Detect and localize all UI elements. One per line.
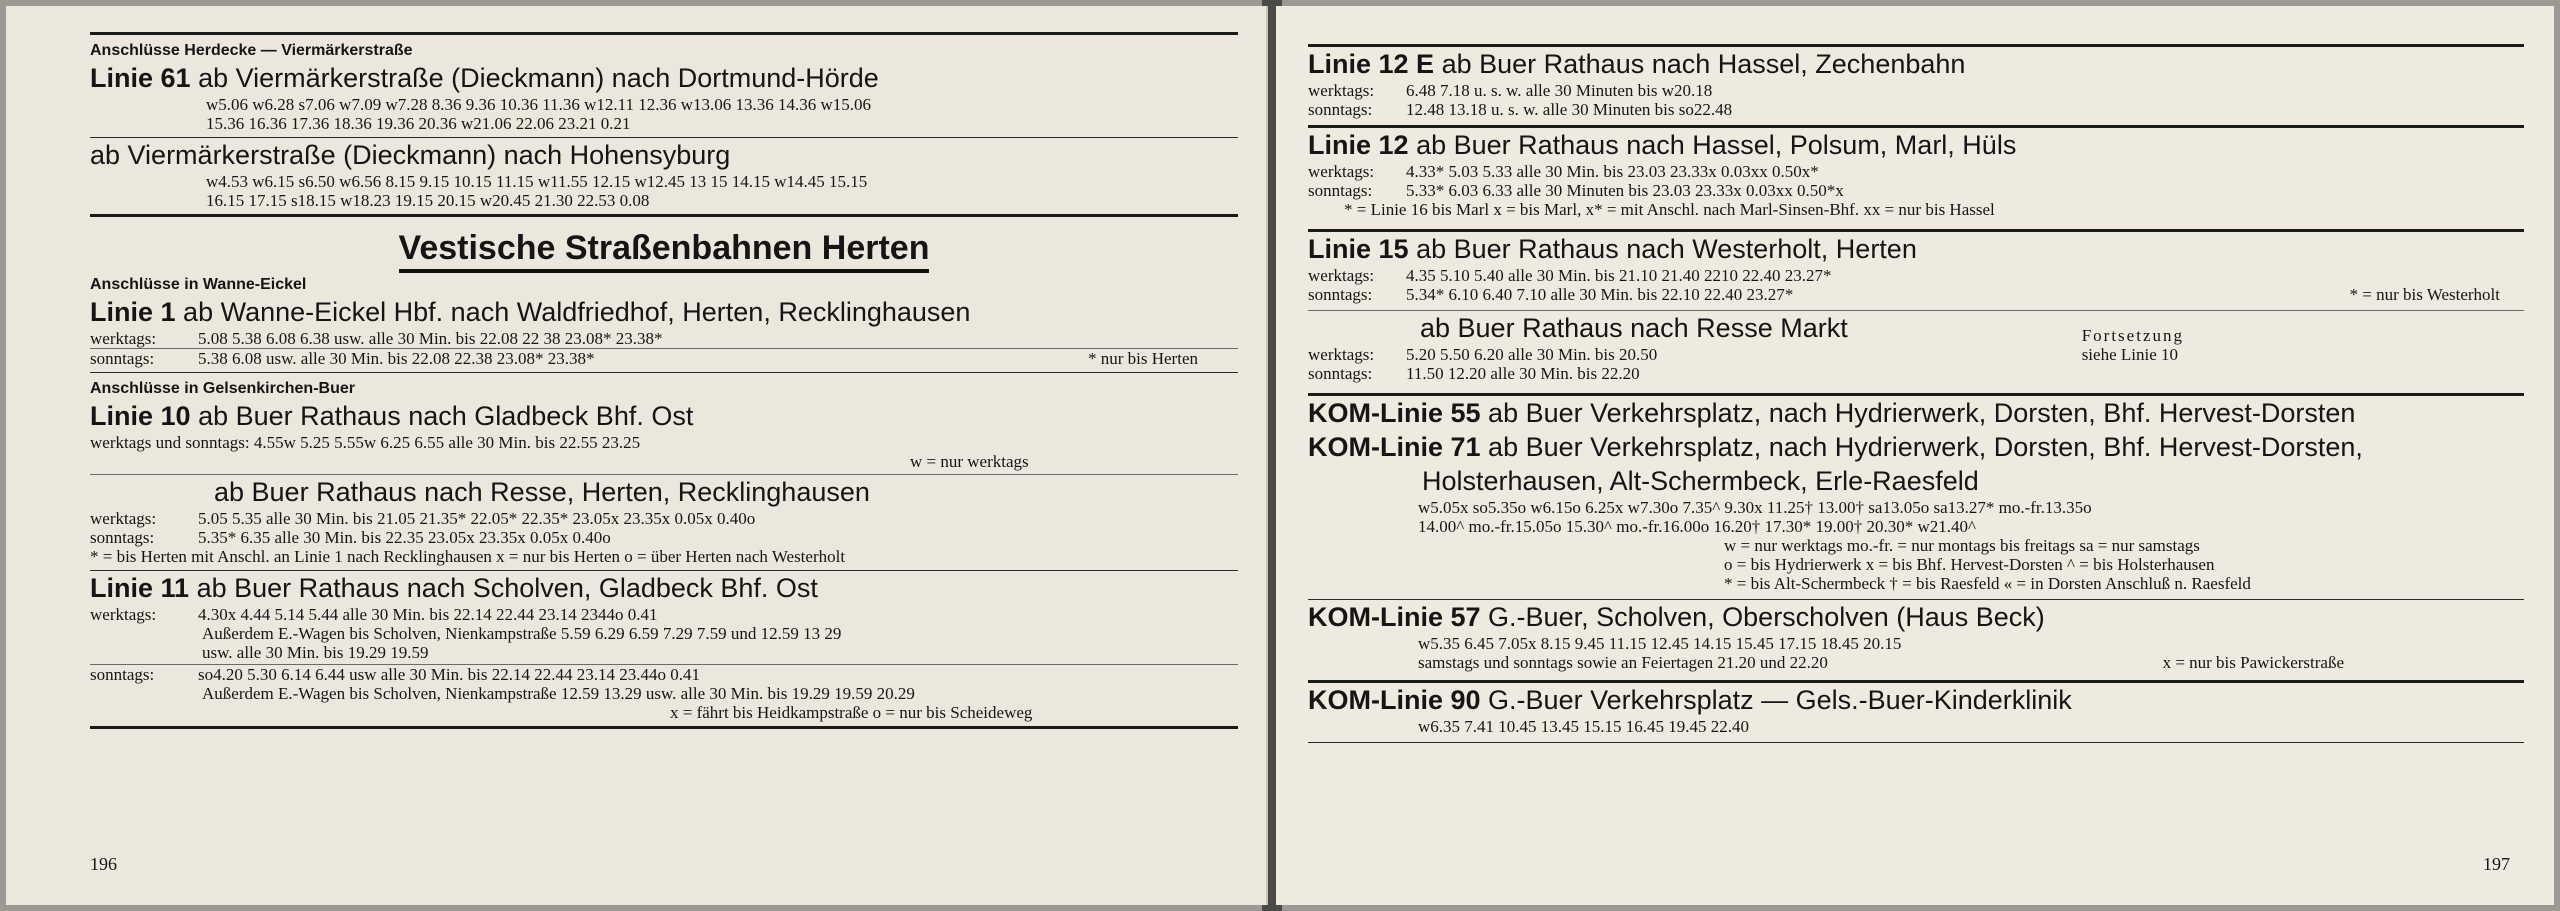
left-page — [6, 6, 1268, 905]
timetable-row: werktags: 5.08 5.38 6.08 6.38 usw. alle 30 Min. bis 22.08 22 38 23.08* 23.38* — [90, 329, 663, 348]
route-linie-10-resse: ab Buer Rathaus nach Resse, Herten, Recklinghausen — [214, 477, 870, 507]
route-linie-12e — [1308, 47, 2524, 81]
line-number: Linie 12 — [1308, 130, 1409, 160]
legend-line: w = nur werktags mo.-fr. = nur montags bis freitags sa = nur samstags — [1724, 536, 2200, 555]
timetable-row: werktags: 4.33* 5.03 5.33 alle 30 Min. bis 23.03 23.33x 0.03xx 0.50x* — [1308, 162, 1819, 181]
divider — [90, 372, 1238, 373]
section-header-herdecke: Anschlüsse Herdecke — Viermärkerstraße — [90, 42, 413, 59]
route-linie-15 — [1308, 232, 2524, 266]
line-number: Linie 11 — [90, 573, 190, 603]
legend-line: * = bis Alt-Schermbeck † = bis Raesfeld « = in Dorsten Anschluß n. Raesfeld — [1724, 574, 2251, 593]
timetable-row: Außerdem E.-Wagen bis Scholven, Nienkampstraße 5.59 6.29 6.59 7.29 7.59 und 12.59 13 29 — [202, 624, 842, 643]
timetable-row: werktags: 4.35 5.10 5.40 alle 30 Min. bis 21.10 21.40 2210 22.40 23.27* — [1308, 266, 1832, 285]
timetable-row: werktags: 5.20 5.50 6.20 alle 30 Min. bis 20.50 siehe Linie 10 — [1308, 345, 2524, 364]
timetable-row: w5.06 w6.28 s7.06 w7.09 w7.28 8.36 9.36 10.36 11.36 w12.11 12.36 w13.06 13.36 14.36 w15.06 — [206, 95, 872, 114]
right-page — [1276, 6, 2554, 905]
page-number: 197 — [2483, 854, 2510, 874]
timetable-row: 15.36 16.36 17.36 18.36 19.36 20.36 w21.06 22.06 23.21 0.21 — [206, 114, 631, 133]
divider — [90, 726, 1238, 729]
route-text: ab Buer Verkehrsplatz, nach Hydrierwerk, Dorsten, Bhf. Hervest-Dorsten, — [1488, 432, 2363, 462]
route-text: ab Wanne-Eickel Hbf. nach Waldfriedhof, Herten, Recklinghausen — [183, 297, 971, 327]
route-text: ab Buer Rathaus nach Westerholt, Herten — [1416, 234, 1917, 264]
line-number: KOM-Linie 57 — [1308, 602, 1481, 632]
timetable-row: werktags und sonntags: 4.55w 5.25 5.55w 6.25 6.55 alle 30 Min. bis 22.55 23.25 — [90, 433, 641, 452]
route-text: ab Buer Verkehrsplatz, nach Hydrierwerk, Dorsten, Bhf. Hervest-Dorsten — [1488, 398, 2356, 428]
footnote: * = Linie 16 bis Marl x = bis Marl, x* = mit Anschl. nach Marl-Sinsen-Bhf. xx = nur bis Hassel — [1344, 200, 1995, 219]
timetable-row: 14.00^ mo.-fr.15.05o 15.30^ mo.-fr.16.00o 16.20† 17.30* 19.00† 20.30* w21.40^ — [1418, 517, 1976, 536]
route-linie-15-resse: ab Buer Rathaus nach Resse Markt Fortsetzung — [1308, 311, 2524, 345]
timetable-row: werktags: 6.48 7.18 u. s. w. alle 30 Minuten bis w20.18 — [1308, 81, 1713, 100]
timetable-row: w4.53 w6.15 s6.50 w6.56 8.15 9.15 10.15 11.15 w11.55 12.15 w12.45 13 15 14.15 w14.45 15.15 — [206, 172, 868, 191]
route-kom-71 — [1308, 430, 2524, 464]
timetable-row: 16.15 17.15 s18.15 w18.23 19.15 20.15 w20.45 21.30 22.53 0.08 — [206, 191, 650, 210]
timetable-row: werktags: 5.05 5.35 alle 30 Min. bis 21.05 21.35* 22.05* 22.35* 23.05x 23.35x 0.05x 0.40o — [90, 509, 756, 528]
route-linie-1 — [90, 295, 1238, 329]
route-linie-61-hohensyburg: ab Viermärkerstraße (Dieckmann) nach Hohensyburg — [90, 140, 731, 170]
timetable-row: w6.35 7.41 10.45 13.45 15.15 16.45 19.45 22.40 — [1418, 717, 1750, 736]
timetable-row: sonntags: 5.34* 6.10 6.40 7.10 alle 30 Min. bis 22.10 22.40 23.27* * = nur bis Westerholt — [1308, 285, 2524, 304]
footnote: * = bis Herten mit Anschl. an Linie 1 nach Recklinghausen x = nur bis Herten o = über Herten nach Westerholt — [90, 547, 846, 566]
line-number: Linie 10 — [90, 401, 191, 431]
route-kom-57 — [1308, 600, 2524, 634]
route-text: G.-Buer, Scholven, Oberscholven (Haus Beck) — [1488, 602, 2045, 632]
route-linie-11 — [90, 571, 1238, 605]
timetable-row: sonntags: 12.48 13.18 u. s. w. alle 30 Minuten bis so22.48 — [1308, 100, 1733, 119]
line-number: Linie 12 E — [1308, 49, 1435, 79]
line-number: KOM-Linie 90 — [1308, 685, 1481, 715]
route-linie-61 — [90, 61, 1238, 95]
divider — [90, 214, 1238, 217]
route-linie-12 — [1308, 128, 2524, 162]
timetable-row: sonntags: 5.35* 6.35 alle 30 Min. bis 22.35 23.05x 23.35x 0.05x 0.40o — [90, 528, 611, 547]
continuation-note: Fortsetzung — [2081, 326, 2184, 345]
line-number: Linie 1 — [90, 297, 176, 327]
timetable-row: sonntags: 11.50 12.20 alle 30 Min. bis 22.20 — [1308, 364, 1640, 383]
footnote: w = nur werktags — [910, 452, 1029, 471]
timetable-row: werktags: 4.30x 4.44 5.14 5.44 alle 30 Min. bis 22.14 22.44 23.14 2344o 0.41 — [90, 605, 658, 624]
route-kom-55 — [1308, 396, 2524, 430]
timetable-row: sonntags: 5.38 6.08 usw. alle 30 Min. bis 22.08 22.38 23.08* 23.38* * nur bis Herten — [90, 349, 1238, 368]
timetable-row: w5.35 6.45 7.05x 8.15 9.45 11.15 12.45 14.15 15.45 17.15 18.45 20.15 — [1418, 634, 1902, 653]
timetable-row: sonntags: 5.33* 6.03 6.33 alle 30 Minuten bis 23.03 23.33x 0.03xx 0.50*x — [1308, 181, 1844, 200]
route-text: ab Buer Rathaus nach Gladbeck Bhf. Ost — [198, 401, 694, 431]
line-number: Linie 61 — [90, 63, 191, 93]
line-number: KOM-Linie 55 — [1308, 398, 1481, 428]
legend-line: o = bis Hydrierwerk x = bis Bhf. Hervest-Dorsten ^ = bis Holsterhausen — [1724, 555, 2215, 574]
page-number: 196 — [90, 854, 117, 874]
route-text: G.-Buer Verkehrsplatz — Gels.-Buer-Kinderklinik — [1488, 685, 2072, 715]
section-header-gelsenkirchen: Anschlüsse in Gelsenkirchen-Buer — [90, 380, 355, 397]
route-kom-71-cont: Holsterhausen, Alt-Schermbeck, Erle-Raesfeld — [1422, 466, 1979, 496]
company-title: Vestische Straßenbahnen Herten — [90, 227, 1238, 269]
route-text: ab Viermärkerstraße (Dieckmann) nach Dortmund-Hörde — [198, 63, 879, 93]
footnote: x = nur bis Pawickerstraße — [2162, 653, 2344, 672]
route-text: ab Buer Rathaus nach Scholven, Gladbeck Bhf. Ost — [196, 573, 818, 603]
line-number: KOM-Linie 71 — [1308, 432, 1481, 462]
timetable-row: samstags und sonntags sowie an Feiertagen 21.20 und 22.20 x = nur bis Pawickerstraße — [1308, 653, 2524, 672]
route-linie-10 — [90, 399, 1238, 433]
timetable-row: Außerdem E.-Wagen bis Scholven, Nienkampstraße 12.59 13.29 usw. alle 30 Min. bis 19.29 19.59 20.29 — [202, 684, 915, 703]
footnote: * nur bis Herten — [1087, 349, 1198, 368]
timetable-row: w5.05x so5.35o w6.15o 6.25x w7.30o 7.35^ 9.30x 11.25† 13.00† sa13.05o sa13.27* mo.-fr.13.35o — [1418, 498, 2092, 517]
divider — [1308, 742, 2524, 743]
divider — [90, 32, 1238, 35]
route-kom-90 — [1308, 683, 2524, 717]
timetable-row: sonntags: so4.20 5.30 6.14 6.44 usw alle 30 Min. bis 22.14 22.44 23.14 23.44o 0.41 — [90, 665, 700, 684]
continuation-note: siehe Linie 10 — [2081, 345, 2178, 364]
route-text: ab Buer Rathaus nach Hassel, Polsum, Marl, Hüls — [1416, 130, 2017, 160]
route-text: ab Buer Rathaus nach Hassel, Zechenbahn — [1441, 49, 1966, 79]
footnote: x = fährt bis Heidkampstraße o = nur bis Scheideweg — [670, 703, 1033, 722]
footnote: * = nur bis Westerholt — [2349, 285, 2500, 304]
timetable-row: usw. alle 30 Min. bis 19.29 19.59 — [202, 643, 429, 662]
section-header-wanne: Anschlüsse in Wanne-Eickel — [90, 276, 307, 293]
line-number: Linie 15 — [1308, 234, 1409, 264]
